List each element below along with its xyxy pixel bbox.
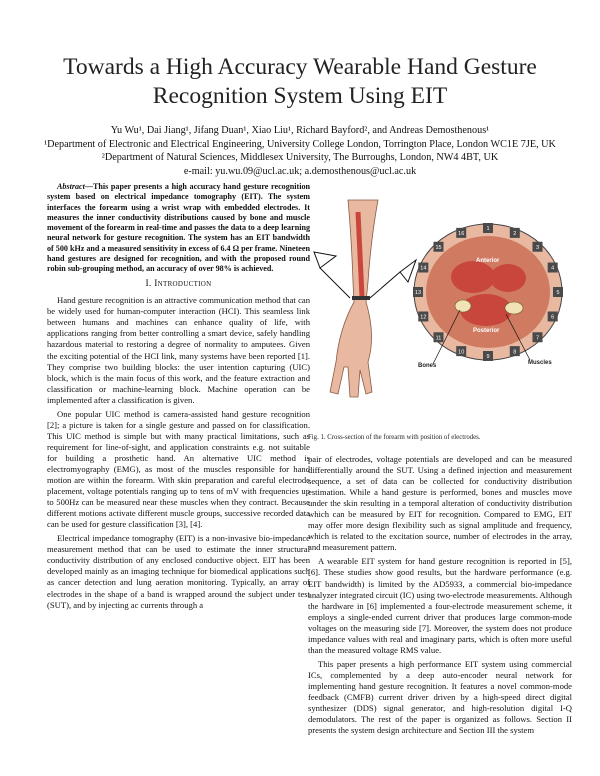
section-heading xyxy=(47,279,310,290)
paragraph: One popular UIC method is camera-assisted hand gesture recognition [2]; a picture is taken for a single gesture and passed on for classification. This UIC method is simple but with many practical limitations, such as requirement for line-of-sight, and application constraints e.g. not suitable for building a prosthetic hand. An alternative UIC method is electromyography (EMG), as most of the muscles responsible for hand motion are within the forearm. With skin preparation and careful electrode placement, voltage potentials ranging up to tens of mV with frequencies up to 500Hz can be measured near these muscles when they contract. Because different motions activate different muscle groups, successive recorded data can be used for gesture classification [3], [4]. xyxy=(47,408,310,530)
electrode-number: 11 xyxy=(435,335,442,342)
electrode-number: 6 xyxy=(551,314,555,321)
electrode-number: 15 xyxy=(435,244,442,251)
right-column xyxy=(308,454,572,739)
title-line-2: Recognition System Using EIT xyxy=(152,83,448,109)
author-email: e-mail: yu.wu.09@ucl.ac.uk; a.demosthenous@ucl.ac.uk xyxy=(183,165,417,177)
section-title: Introduction xyxy=(154,279,212,290)
abstract xyxy=(47,182,310,274)
electrode-number: 2 xyxy=(513,231,517,238)
abstract-lead: Abstract xyxy=(57,182,85,191)
electrode-number: 7 xyxy=(535,335,540,342)
paragraph: Electrical impedance tomography (EIT) is a non-invasive bio-impedance measurement method that can be used to estimate the inner structural conductivity distribution of any enclosed conductive object. EIT has been developed mainly as an imaging technique for biomedical applications such as cancer detection and lung aeration monitoring. Typically, an array of electrodes in the shape of a band is wrapped around the subject under test (SUT), and by injecting ac currents through a xyxy=(47,533,310,610)
paragraph: pair of electrodes, voltage potentials are developed and can be measured differentially around the SUT. Using a defined injection and measurement sequence, a set of data can be collected for conductivity distribution estimation. While a hand gesture is performed, bones and muscles move under the skin resulting in a temporal alteration of conductivity distribution which can be measured by EIT for recognition. Compared to EMG, EIT may offer more design flexibility such as signal amplitude and frequency, which is related to the excitation source, number of electrodes in the array, and measurement pattern. xyxy=(308,454,572,553)
author-names: Yu Wu¹, Dai Jiang¹, Jifang Duan¹, Xiao Liu¹, Richard Bayford², and Andreas Demosthenous¹ xyxy=(110,125,490,136)
paper-title xyxy=(20,53,580,111)
paragraph: This paper presents a high performance EIT system using commercial ICs, complemented by a deep auto-encoder neural network for implementing hand gesture recognition. It features a novel common-mode feedback (CMFB) current driver driven by a high-speed direct digital synthesizer (DDS) signal generator, and high-resolution digital I-Q demodulators. The rest of the paper is organized as follows. Section II presents the system design architecture and Section III the system xyxy=(308,658,572,736)
label-posterior: Posterior xyxy=(473,328,500,334)
title-line-1: Towards a High Accuracy Wearable Hand Gesture xyxy=(63,54,537,80)
electrode-number: 9 xyxy=(486,354,490,361)
electrode-number: 5 xyxy=(556,290,560,297)
electrode-number: 13 xyxy=(414,290,422,297)
electrode-number: 10 xyxy=(458,349,465,356)
electrode-number: 8 xyxy=(513,349,517,356)
electrode-number: 4 xyxy=(551,265,555,272)
forearm-cross-section-figure xyxy=(308,182,572,432)
paragraph: A wearable EIT system for hand gesture recognition is reported in [5], [6]. These studies show good results, but the hardware performance (e.g. EIT bandwidth) is limited by the AD5933, a commercial bio-impedance analyzer integrated circuit (IC) using two-electrode measurements. Although the hardware in [6] implemented a four-electrode measurement scheme, it employs a single-ended current driver that produces large common-mode voltages on the measuring side [7]. Moreover, the system does not produce impedance values with real and imaginary parts, which is often more useful than the measured voltage RMS value. xyxy=(308,556,572,655)
affiliation-2: ²Department of Natural Sciences, Middlesex University, The Burroughs, London, NW4 4BT, UK xyxy=(101,152,499,163)
electrode-number: 16 xyxy=(458,231,465,238)
label-anterior: Anterior xyxy=(476,258,500,264)
electrode-number: 14 xyxy=(420,265,427,272)
figure-caption: Fig. 1. Cross-section of the forearm with position of electrodes. xyxy=(308,434,481,441)
figure-1 xyxy=(308,182,572,444)
forearm-illustration xyxy=(314,200,416,397)
paragraph: Hand gesture recognition is an attractive communication method that can be widely used for human-computer interaction (HCI). This seamless link between humans and machines can enhance quality of life, with applications ranging from better controlling a smart device, safely handling hazardous material to restoring a degree of normality to amputees. Given the exciting potential of the HCI link, many systems have been reported [1]. They comprise two building blocks: the user intention capturing (UIC) block, which is the main focus of this work, and the feature extraction and classification or machine-learning block. Machine operation can be implemented after a classification is given. xyxy=(47,295,310,405)
electrode-number: 3 xyxy=(535,244,540,251)
affiliation-1: ¹Department of Electronic and Electrical Engineering, University College London, Torrington Place, London WC1E 7JE, UK xyxy=(44,138,556,150)
author-block xyxy=(0,124,600,178)
abstract-text: —This paper presents a high accuracy hand gesture recognition system based on electrical impedance tomography (EIT). The system interfaces the forearm using a wrist wrap with embedded electrodes. It measures the inner conductivity distributions caused by bone and muscle movement of the forearm in real-time and passes the data to a deep learning neural network for gesture recognition. The system has an EIT bandwidth of 500 kHz and a measured sensitivity in excess of 6.4 Ω per frame. Nineteen hand gestures are designed for recognition, and with the proposed round robin sub-grouping method, an accuracy of over 98% is achieved. xyxy=(47,182,310,273)
section-number: I. xyxy=(145,279,152,290)
label-bones: Bones xyxy=(418,363,437,369)
label-muscles: Muscles xyxy=(528,360,552,366)
left-column xyxy=(47,182,310,614)
electrode-number: 12 xyxy=(420,314,427,321)
electrode-number: 1 xyxy=(486,226,490,233)
